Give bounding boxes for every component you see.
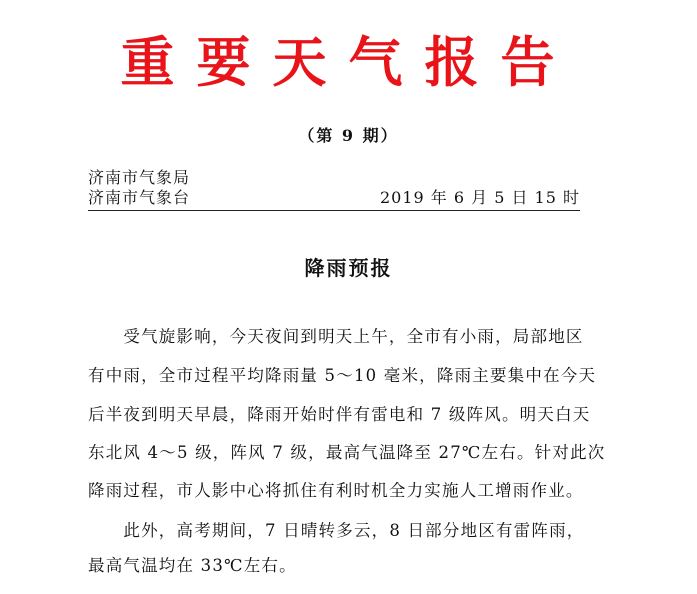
paragraph-line: 受气旋影响，今天夜间到明天上午，全市有小雨，局部地区: [88, 327, 584, 346]
paragraph-line: 有中雨，全市过程平均降雨量 5～10 毫米，降雨主要集中在今天: [88, 366, 597, 385]
paragraph-line: 后半夜到明天早晨，降雨开始时伴有雷电和 7 级阵风。明天白天: [88, 405, 591, 424]
issuer-observatory: 济南市气象台: [88, 188, 191, 207]
paragraph-line: 东北风 4～5 级，阵风 7 级，最高气温降至 27℃左右。针对此次: [88, 443, 606, 462]
report-title: 重要天气报告: [120, 30, 577, 94]
forecast-subtitle: 降雨预报: [304, 256, 393, 280]
issue-number: （第 9 期）: [298, 126, 399, 145]
paragraph-line: 最高气温均在 33℃左右。: [88, 556, 297, 575]
issue-date: 2019 年 6 月 5 日 15 时: [379, 188, 580, 207]
header-divider: [88, 210, 580, 211]
paragraph-line: 降雨过程，市人影中心将抓住有利时机全力实施人工增雨作业。: [88, 481, 584, 500]
issuer-bureau: 济南市气象局: [88, 168, 191, 187]
paragraph-line: 此外，高考期间，7 日晴转多云，8 日部分地区有雷阵雨，: [88, 521, 585, 540]
